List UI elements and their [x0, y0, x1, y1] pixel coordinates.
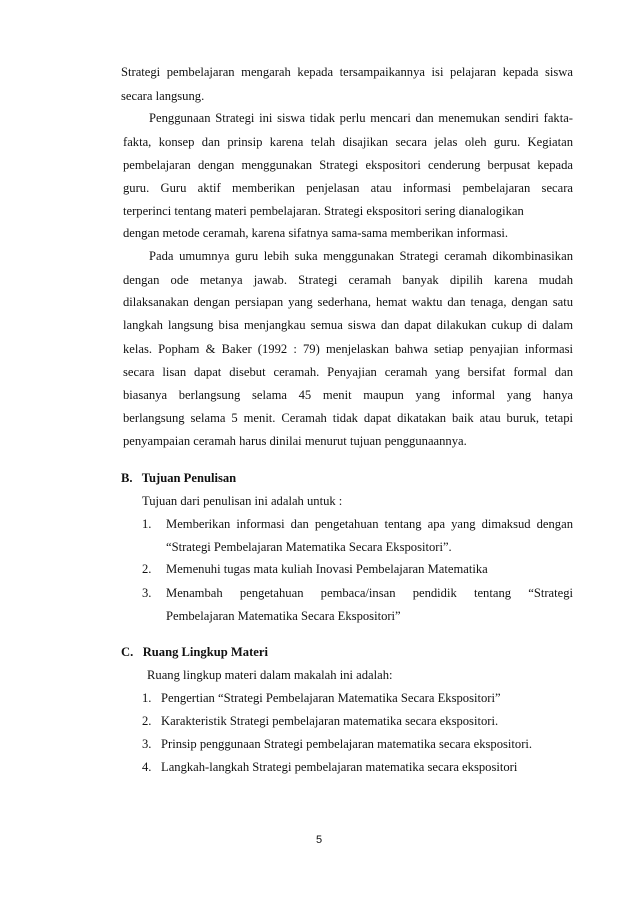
body-line: Pada umumnya guru lebih suka menggunakan Strategi ceramah dikombinasikan [149, 249, 573, 263]
body-line: guru. Guru aktif memberikan penjelasan atau informasi pembelajaran secara [123, 181, 573, 195]
list-number: 1. [142, 517, 152, 531]
body-line: dengan ode metanya jawab. Strategi ceramah banyak dipilih karena mudah [123, 273, 573, 287]
body-line: secara langsung. [121, 89, 205, 103]
section-c-heading: C. Ruang Lingkup Materi [121, 645, 268, 659]
list-item-text: Memenuhi tugas mata kuliah Inovasi Pembelajaran Matematika [166, 562, 488, 576]
body-line: fakta, konsep dan prinsip karena telah disajikan secara jelas oleh guru. Kegiatan [123, 135, 573, 149]
list-item-text: Menambah pengetahuan pembaca/insan pendidik tentang “Strategi [166, 586, 573, 600]
list-number: 2. [142, 714, 152, 728]
body-line: kelas. Popham & Baker (1992 : 79) menjelaskan bahwa setiap penyajian informasi [123, 342, 573, 356]
section-c-intro: Ruang lingkup materi dalam makalah ini adalah: [147, 668, 393, 682]
section-b-heading: B. Tujuan Penulisan [121, 471, 237, 485]
list-item-text: “Strategi Pembelajaran Matematika Secara Ekspositori”. [166, 540, 452, 554]
body-line: Strategi pembelajaran mengarah kepada tersampaikannya isi pelajaran kepada siswa [121, 65, 573, 79]
body-line: penyampaian ceramah harus dinilai menurut tujuan penggunaannya. [123, 434, 467, 448]
page-number: 5 [315, 834, 323, 846]
list-number: 3. [142, 586, 152, 600]
body-line: pembelajaran dengan menggunakan Strategi ekspositori cenderung berpusat kepada [123, 158, 573, 172]
body-line: berlangsung selama 5 menit. Ceramah tidak dapat dikatakan baik atau buruk, tetapi [123, 411, 573, 425]
body-line: biasanya berlangsung selama 45 menit maupun yang informal yang hanya [123, 388, 573, 402]
list-number: 4. [142, 760, 152, 774]
list-number: 3. [142, 737, 152, 751]
body-line: terperinci tentang materi pembelajaran. Strategi ekspositori sering dianalogikan [123, 204, 524, 218]
list-item-text: Memberikan informasi dan pengetahuan tentang apa yang dimaksud dengan [166, 517, 573, 531]
list-item-text: Pengertian “Strategi Pembelajaran Matematika Secara Ekspositori” [161, 691, 501, 705]
body-line: secara lisan dapat disebut ceramah. Penyajian ceramah yang bersifat formal dan [123, 365, 573, 379]
list-item-text: Prinsip penggunaan Strategi pembelajaran matematika secara ekspositori. [161, 737, 533, 751]
list-item-text: Langkah-langkah Strategi pembelajaran matematika secara ekspositori [161, 760, 518, 774]
list-number: 2. [142, 562, 152, 576]
section-b-intro: Tujuan dari penulisan ini adalah untuk : [142, 494, 343, 508]
body-line: dengan metode ceramah, karena sifatnya sama-sama memberikan informasi. [123, 226, 508, 240]
list-number: 1. [142, 691, 152, 705]
list-item-text: Karakteristik Strategi pembelajaran matematika secara ekspositori. [161, 714, 499, 728]
list-item-text: Pembelajaran Matematika Secara Ekspositori” [166, 609, 401, 623]
body-line: Penggunaan Strategi ini siswa tidak perlu mencari dan menemukan sendiri fakta- [149, 111, 573, 125]
body-line: langkah langsung bisa menjangkau semua siswa dan dapat dilakukan cukup di dalam [123, 318, 573, 332]
body-line: dilaksanakan dengan persiapan yang sederhana, hemat waktu dan tenaga, dengan satu [123, 295, 573, 309]
